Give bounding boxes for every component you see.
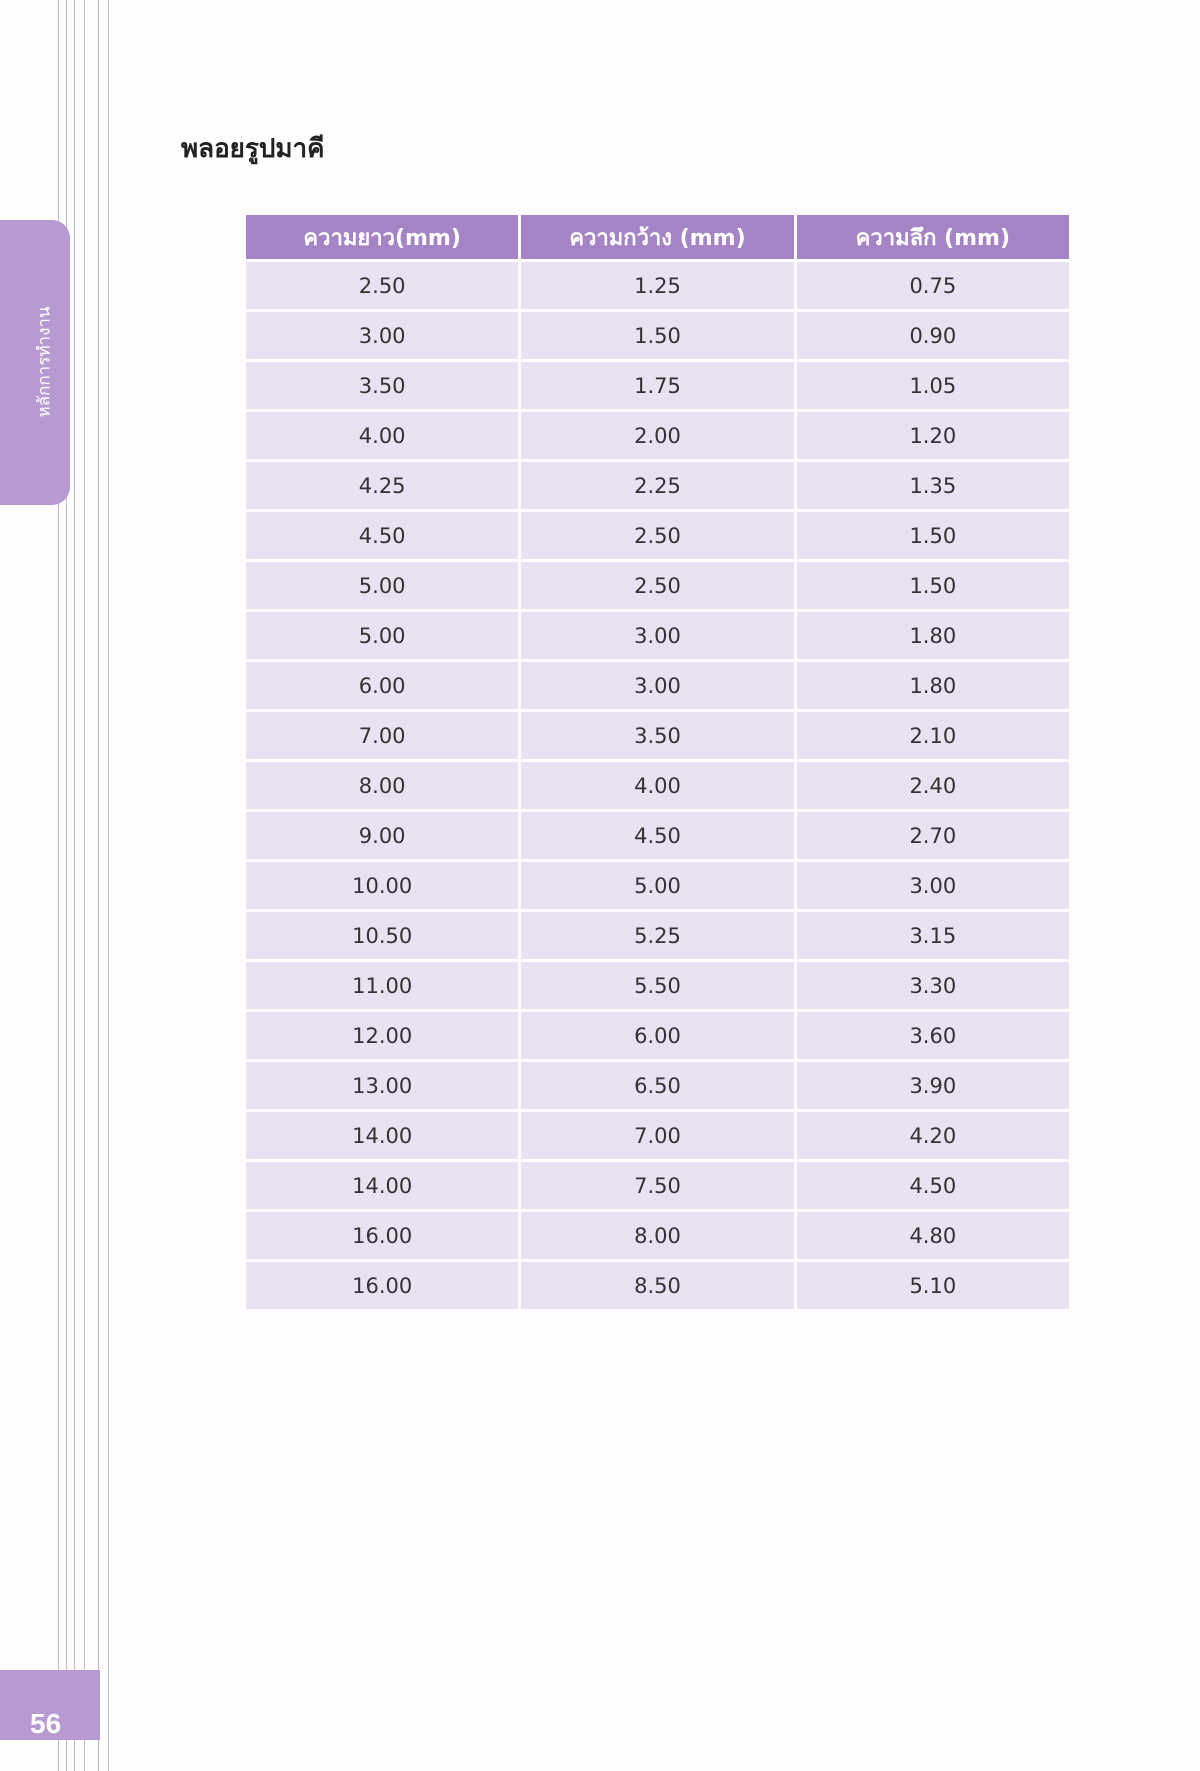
cell-depth: 2.70 [797, 812, 1069, 859]
cell-length: 14.00 [246, 1112, 518, 1159]
cell-width: 1.25 [521, 262, 793, 309]
table-row [246, 712, 1069, 759]
cell-depth: 3.90 [797, 1062, 1069, 1109]
cell-width: 4.00 [521, 762, 793, 809]
cell-width: 2.50 [521, 562, 793, 609]
margin-line [98, 0, 99, 1771]
cell-width: 6.00 [521, 1012, 793, 1059]
cell-depth: 3.30 [797, 962, 1069, 1009]
cell-width: 7.50 [521, 1162, 793, 1209]
table-row [246, 262, 1069, 309]
cell-width: 6.50 [521, 1062, 793, 1109]
cell-depth: 1.80 [797, 662, 1069, 709]
cell-length: 6.00 [246, 662, 518, 709]
table-row [246, 812, 1069, 859]
column-header-width: ความกว้าง (mm) [521, 215, 793, 259]
cell-length: 3.00 [246, 312, 518, 359]
table-row [246, 1212, 1069, 1259]
cell-depth: 2.10 [797, 712, 1069, 759]
cell-depth: 3.15 [797, 912, 1069, 959]
cell-width: 3.00 [521, 612, 793, 659]
table-row [246, 362, 1069, 409]
table-row [246, 612, 1069, 659]
cell-width: 7.00 [521, 1112, 793, 1159]
cell-depth: 1.05 [797, 362, 1069, 409]
section-title: พลอยรูปมาคี [181, 134, 325, 164]
cell-width: 2.25 [521, 462, 793, 509]
table-header-row [246, 215, 1069, 259]
table-row [246, 312, 1069, 359]
margin-line [84, 0, 85, 1771]
cell-depth: 1.50 [797, 562, 1069, 609]
cell-length: 4.00 [246, 412, 518, 459]
table-row [246, 1112, 1069, 1159]
table-row [246, 762, 1069, 809]
cell-depth: 5.10 [797, 1262, 1069, 1309]
cell-length: 13.00 [246, 1062, 518, 1109]
cell-depth: 2.40 [797, 762, 1069, 809]
table-row [246, 1262, 1069, 1309]
cell-depth: 1.35 [797, 462, 1069, 509]
table-row [246, 512, 1069, 559]
cell-width: 1.75 [521, 362, 793, 409]
cell-length: 10.00 [246, 862, 518, 909]
column-header-length: ความยาว(mm) [246, 215, 518, 259]
table-row [246, 462, 1069, 509]
cell-width: 4.50 [521, 812, 793, 859]
cell-length: 16.00 [246, 1262, 518, 1309]
cell-depth: 3.60 [797, 1012, 1069, 1059]
cell-length: 4.50 [246, 512, 518, 559]
table-row [246, 1162, 1069, 1209]
cell-width: 8.00 [521, 1212, 793, 1259]
cell-width: 5.25 [521, 912, 793, 959]
cell-width: 3.50 [521, 712, 793, 759]
cell-depth: 4.20 [797, 1112, 1069, 1159]
margin-line [74, 0, 75, 1771]
cell-length: 11.00 [246, 962, 518, 1009]
cell-length: 3.50 [246, 362, 518, 409]
cell-depth: 4.50 [797, 1162, 1069, 1209]
table-row [246, 862, 1069, 909]
table-row [246, 1062, 1069, 1109]
table-row [246, 962, 1069, 1009]
chapter-tab-label: หลักการทำงาน [34, 306, 55, 418]
cell-length: 5.00 [246, 562, 518, 609]
cell-length: 10.50 [246, 912, 518, 959]
cell-length: 12.00 [246, 1012, 518, 1059]
table-row [246, 1012, 1069, 1059]
cell-depth: 1.20 [797, 412, 1069, 459]
cell-length: 8.00 [246, 762, 518, 809]
cell-length: 4.25 [246, 462, 518, 509]
cell-depth: 4.80 [797, 1212, 1069, 1259]
cell-width: 2.50 [521, 512, 793, 559]
table-row [246, 412, 1069, 459]
cell-depth: 0.90 [797, 312, 1069, 359]
cell-width: 5.50 [521, 962, 793, 1009]
cell-length: 5.00 [246, 612, 518, 659]
cell-depth: 0.75 [797, 262, 1069, 309]
cell-width: 2.00 [521, 412, 793, 459]
table-body [246, 262, 1069, 1309]
margin-line [108, 0, 109, 1771]
cell-depth: 1.80 [797, 612, 1069, 659]
cell-depth: 3.00 [797, 862, 1069, 909]
size-table [243, 212, 1072, 1312]
cell-width: 1.50 [521, 312, 793, 359]
cell-length: 7.00 [246, 712, 518, 759]
cell-length: 16.00 [246, 1212, 518, 1259]
table-row [246, 912, 1069, 959]
table-row [246, 662, 1069, 709]
column-header-depth: ความลึก (mm) [797, 215, 1069, 259]
cell-depth: 1.50 [797, 512, 1069, 559]
cell-length: 2.50 [246, 262, 518, 309]
cell-length: 9.00 [246, 812, 518, 859]
cell-width: 8.50 [521, 1262, 793, 1309]
cell-width: 3.00 [521, 662, 793, 709]
table-row [246, 562, 1069, 609]
page-number: 56 [30, 1708, 62, 1739]
cell-length: 14.00 [246, 1162, 518, 1209]
cell-width: 5.00 [521, 862, 793, 909]
